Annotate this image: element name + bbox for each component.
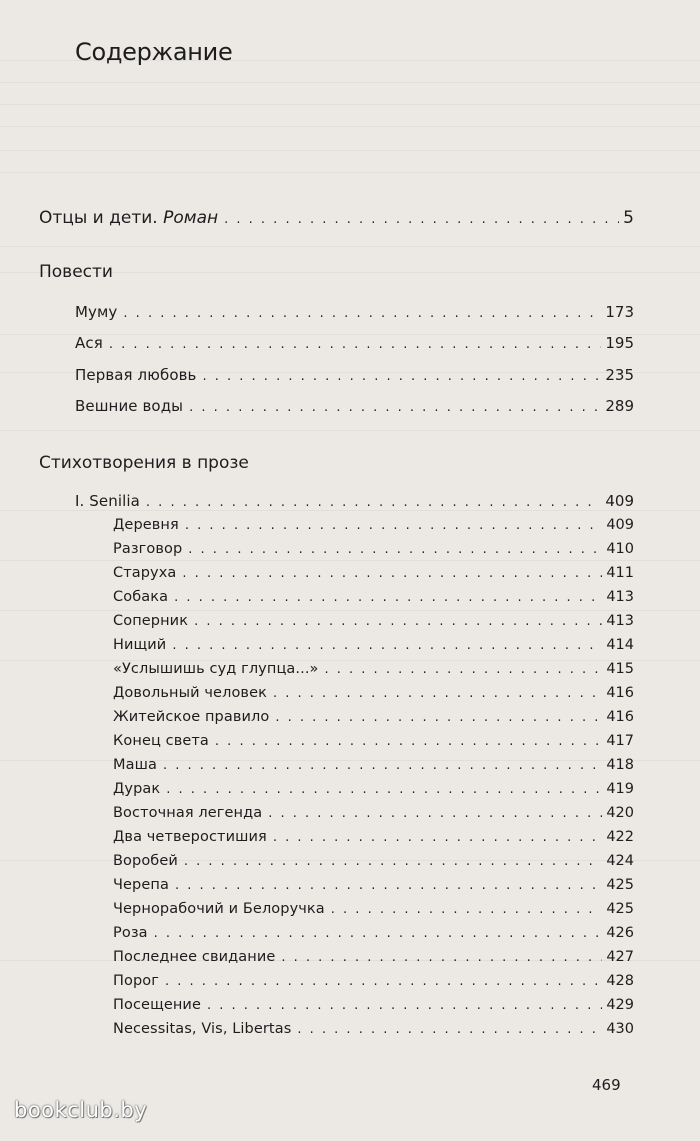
- entry-label: Разговор: [113, 541, 183, 557]
- page-number: 426: [606, 925, 634, 941]
- page-number: 417: [606, 733, 634, 749]
- leader-dots: [182, 566, 602, 581]
- leader-dots: [184, 854, 602, 869]
- toc-entry[interactable]: [113, 541, 634, 557]
- leader-dots: [185, 518, 602, 533]
- toc-entry[interactable]: [113, 709, 634, 725]
- entry-label: Посещение: [113, 997, 201, 1013]
- page-number: 425: [606, 901, 634, 917]
- leader-dots: [273, 830, 603, 845]
- toc-entry[interactable]: [113, 565, 634, 581]
- entry-label: Довольный человек: [113, 685, 267, 701]
- entry-label: Нищий: [113, 637, 167, 653]
- leader-dots: [165, 974, 602, 989]
- page-title: Содержание: [75, 38, 233, 66]
- entry-label: Восточная легенда: [113, 805, 263, 821]
- page-number: 427: [606, 949, 634, 965]
- toc-entry[interactable]: [113, 901, 634, 917]
- page-number: 429: [606, 997, 634, 1013]
- page-number: 419: [606, 781, 634, 797]
- page-number: 235: [605, 366, 634, 384]
- entry-label: I. Senilia: [75, 492, 140, 510]
- entry-label: Последнее свидание: [113, 949, 276, 965]
- toc-entry[interactable]: [75, 303, 634, 321]
- leader-dots: [174, 590, 602, 605]
- leader-dots: [146, 495, 601, 510]
- leader-dots: [215, 734, 602, 749]
- toc-entry[interactable]: [113, 997, 634, 1013]
- entry-label: Чернорабочий и Белоручка: [113, 901, 325, 917]
- entry-label: Necessitas, Vis, Libertas: [113, 1021, 292, 1037]
- entry-label: Отцы и дети. Роман: [39, 208, 219, 228]
- section-heading-povesti: Повести: [39, 262, 113, 282]
- toc-entry[interactable]: [113, 829, 634, 845]
- page-number: 173: [605, 303, 634, 321]
- leader-dots: [166, 782, 602, 797]
- toc-entry[interactable]: [113, 853, 634, 869]
- entry-label: Маша: [113, 757, 157, 773]
- entry-label: Соперник: [113, 613, 189, 629]
- leader-dots: [325, 662, 603, 677]
- entry-label: Воробей: [113, 853, 178, 869]
- page-number: 289: [605, 397, 634, 415]
- page-number: 425: [606, 877, 634, 893]
- toc-entry[interactable]: [113, 781, 634, 797]
- toc-entry[interactable]: [113, 637, 634, 653]
- page-number: 415: [606, 661, 634, 677]
- page-number: 416: [606, 685, 634, 701]
- toc-entry[interactable]: [113, 925, 634, 941]
- toc-entry-part[interactable]: [75, 492, 634, 510]
- toc-entry[interactable]: [113, 661, 634, 677]
- entry-label: Старуха: [113, 565, 177, 581]
- page-number: 424: [606, 853, 634, 869]
- entry-label: Муму: [75, 303, 118, 321]
- entry-label: Роза: [113, 925, 148, 941]
- entry-label: Вешние воды: [75, 397, 184, 415]
- page-number: 413: [606, 589, 634, 605]
- page-number: 413: [606, 613, 634, 629]
- toc-entry[interactable]: [113, 877, 634, 893]
- toc-entry[interactable]: [113, 949, 634, 965]
- entry-label: Житейское правило: [113, 709, 270, 725]
- entry-label: «Услышишь суд глупца...»: [113, 661, 319, 677]
- toc-entry[interactable]: [113, 589, 634, 605]
- page-number: 410: [606, 541, 634, 557]
- entry-label: Деревня: [113, 517, 179, 533]
- page-number: 416: [606, 709, 634, 725]
- leader-dots: [123, 306, 601, 321]
- toc-entry[interactable]: [75, 366, 634, 384]
- toc-entry[interactable]: [113, 733, 634, 749]
- leader-dots: [194, 614, 602, 629]
- leader-dots: [163, 758, 602, 773]
- toc-entry[interactable]: [113, 973, 634, 989]
- page-number: 420: [606, 805, 634, 821]
- entry-label: Черепа: [113, 877, 169, 893]
- leader-dots: [268, 806, 602, 821]
- leader-dots: [172, 638, 602, 653]
- leader-dots: [189, 400, 601, 415]
- page-number: 422: [606, 829, 634, 845]
- page-number: 409: [605, 492, 634, 510]
- page-number: 409: [606, 517, 634, 533]
- leader-dots: [297, 1022, 602, 1037]
- leader-dots: [273, 686, 602, 701]
- toc-entry[interactable]: [75, 334, 634, 352]
- leader-dots: [224, 212, 619, 227]
- toc-entry[interactable]: [113, 805, 634, 821]
- page-number: 414: [606, 637, 634, 653]
- page-number: 411: [606, 565, 634, 581]
- page-number: 195: [605, 334, 634, 352]
- toc-entry[interactable]: [113, 757, 634, 773]
- entry-label: Ася: [75, 334, 103, 352]
- leader-dots: [281, 950, 602, 965]
- leader-dots: [154, 926, 603, 941]
- toc-entry[interactable]: [113, 1021, 634, 1037]
- leader-dots: [109, 337, 602, 352]
- entry-label: Собака: [113, 589, 169, 605]
- toc-entry[interactable]: [113, 517, 634, 533]
- entry-label: Первая любовь: [75, 366, 197, 384]
- leader-dots: [175, 878, 602, 893]
- leader-dots: [188, 542, 602, 557]
- toc-entry[interactable]: [75, 397, 634, 415]
- page-folio: 469: [592, 1076, 621, 1094]
- entry-label: Порог: [113, 973, 159, 989]
- leader-dots: [202, 369, 601, 384]
- entry-label: Дурак: [113, 781, 161, 797]
- toc-entry-main[interactable]: [39, 208, 634, 228]
- entry-genre: Роман: [163, 208, 219, 228]
- leader-dots: [331, 902, 603, 917]
- leader-dots: [207, 998, 602, 1013]
- entry-label: Конец света: [113, 733, 209, 749]
- page-number: 430: [606, 1021, 634, 1037]
- section-heading-poems: Стихотворения в прозе: [39, 453, 249, 473]
- leader-dots: [275, 710, 602, 725]
- page-number: 428: [606, 973, 634, 989]
- page-number: 418: [606, 757, 634, 773]
- toc-entry[interactable]: [113, 685, 634, 701]
- watermark-logo: bookclub.by: [14, 1098, 148, 1122]
- page-number: 5: [623, 208, 634, 228]
- entry-label: Два четверостишия: [113, 829, 267, 845]
- toc-entry[interactable]: [113, 613, 634, 629]
